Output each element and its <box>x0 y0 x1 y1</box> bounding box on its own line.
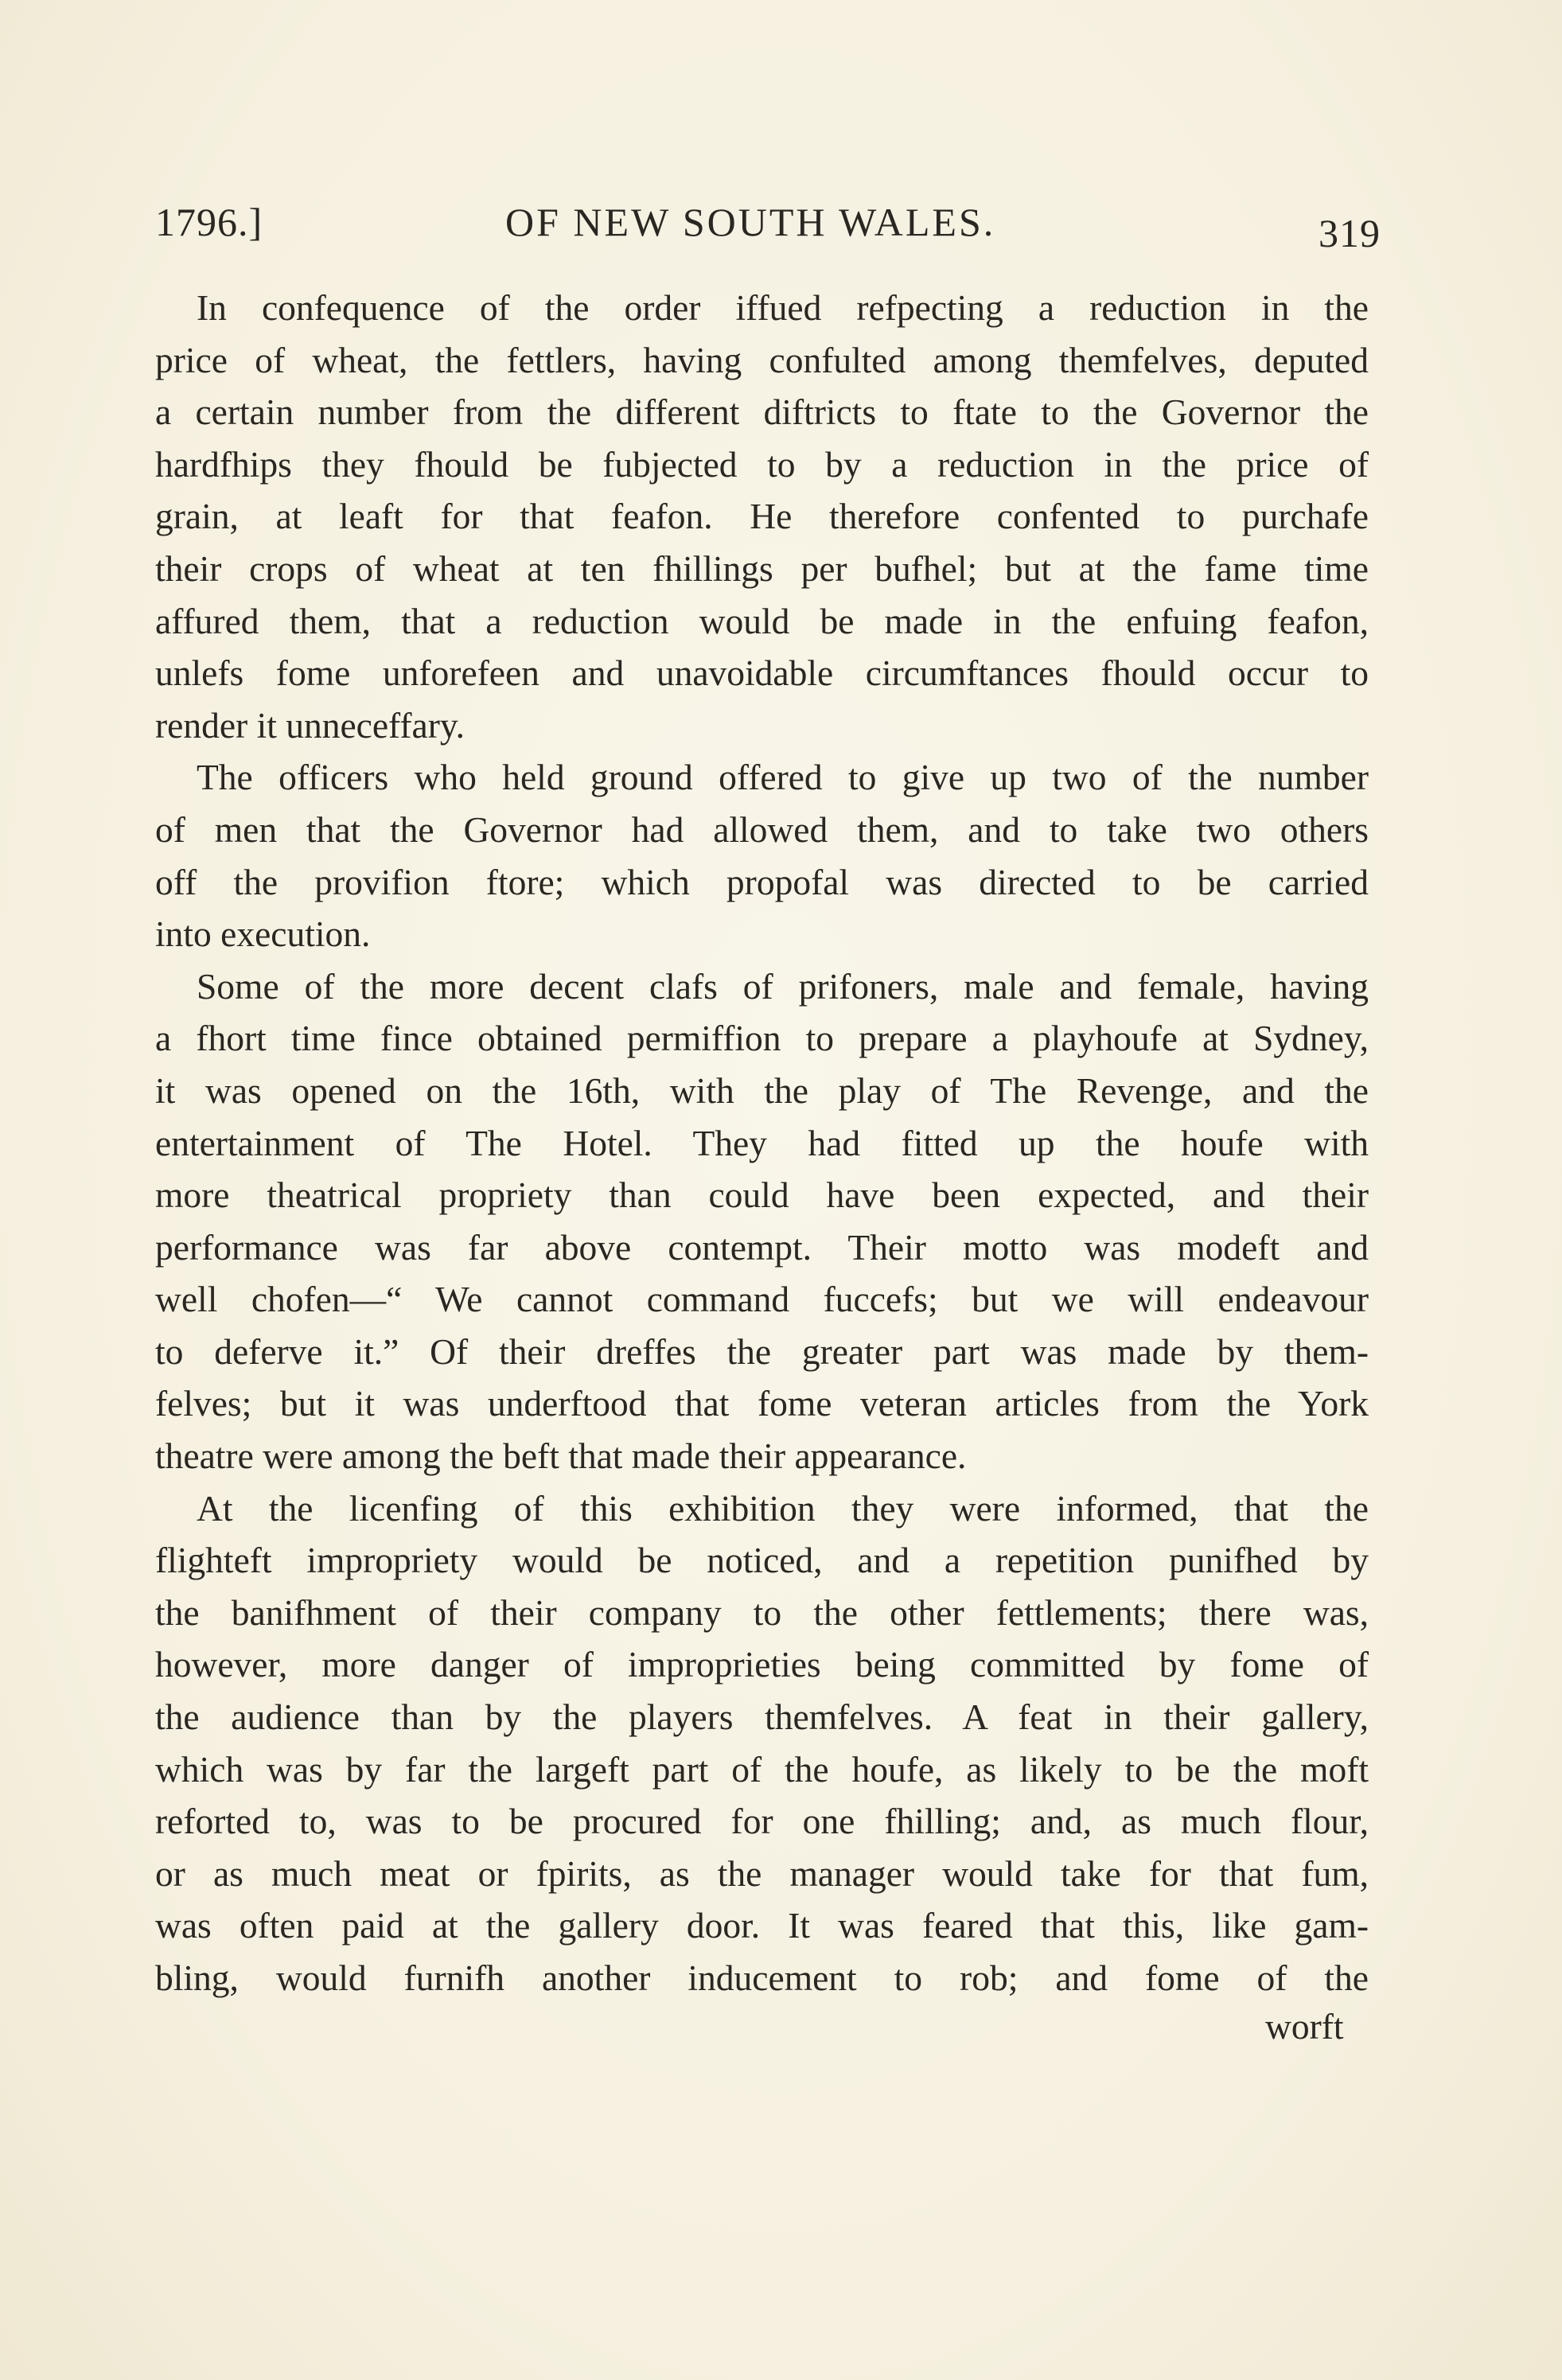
text-line: Some of the more decent clafs of prifoners, male and female, having <box>197 965 1369 1007</box>
running-head-year: 1796.] <box>155 200 263 244</box>
text-line: reforted to, was to be procured for one fhilling; and, as much flour, <box>155 1801 1369 1842</box>
running-head <box>155 199 1381 255</box>
text-line: The officers who held ground offered to give up two of the number <box>197 757 1369 798</box>
text-line: off the provifion ftore; which propofal was directed to be carried <box>155 861 1369 902</box>
text-line: a fhort time fince obtained permiffion to prepare a playhoufe at Sydney, <box>155 1018 1369 1059</box>
text-line: was often paid at the gallery door. It was feared that this, like gam- <box>155 1905 1369 1946</box>
text-line: felves; but it was underftood that fome veteran articles from the York <box>155 1383 1369 1424</box>
text-line: the banifhment of their company to the other fettlements; there was, <box>155 1591 1369 1633</box>
running-head-title: OF NEW SOUTH WALES. <box>505 200 996 244</box>
text-line: of men that the Governor had allowed them, and to take two others <box>155 808 1369 850</box>
body-text <box>155 282 1369 2004</box>
text-line: grain, at leaft for that feafon. He therefore confented to purchafe <box>155 496 1369 537</box>
text-line: price of wheat, the fettlers, having confulted among themfelves, deputed <box>155 339 1369 380</box>
text-line: render it unneceffary. <box>155 704 465 746</box>
text-line: In confequence of the order iffued refpecting a reduction in the <box>197 287 1369 328</box>
text-line: unlefs fome unforefeen and unavoidable circumftances fhould occur to <box>155 652 1369 694</box>
text-line: theatre were among the beft that made their appearance. <box>155 1435 967 1477</box>
text-line: however, more danger of improprieties being committed by fome of <box>155 1644 1369 1685</box>
text-line: flighteft impropriety would be noticed, and a repetition punifhed by <box>155 1540 1369 1581</box>
text-line: which was by far the largeft part of the houfe, as likely to be the moft <box>155 1748 1369 1790</box>
text-line: it was opened on the 16th, with the play of The Revenge, and the <box>155 1069 1369 1111</box>
text-line: entertainment of The Hotel. They had fitted up the houfe with <box>155 1122 1369 1163</box>
page-number: 319 <box>1319 211 1381 255</box>
text-line: a certain number from the different diftricts to ftate to the Governor the <box>155 391 1369 433</box>
text-line: hardfhips they fhould be fubjected to by a reduction in the price of <box>155 443 1369 485</box>
text-line: more theatrical propriety than could have been expected, and their <box>155 1174 1369 1216</box>
text-line: their crops of wheat at ten fhillings per bufhel; but at the fame time <box>155 547 1369 589</box>
text-line: the audience than by the players themfelves. A feat in their gallery, <box>155 1696 1369 1738</box>
text-line: to deferve it.” Of their dreffes the greater part was made by them- <box>155 1330 1369 1372</box>
text-line: well chofen—“ We cannot command fuccefs; but we will endeavour <box>155 1279 1369 1320</box>
text-line: or as much meat or fpirits, as the manager would take for that fum, <box>155 1852 1369 1894</box>
text-line: bling, would furnifh another inducement to rob; and fome of the <box>155 1957 1369 1998</box>
text-line: into execution. <box>155 913 371 955</box>
catchword: worft <box>1265 2006 1344 2047</box>
text-line: At the licenfing of this exhibition they were informed, that the <box>197 1487 1369 1529</box>
text-line: performance was far above contempt. Their motto was modeft and <box>155 1226 1369 1268</box>
text-line: affured them, that a reduction would be made in the enfuing feafon, <box>155 600 1369 641</box>
